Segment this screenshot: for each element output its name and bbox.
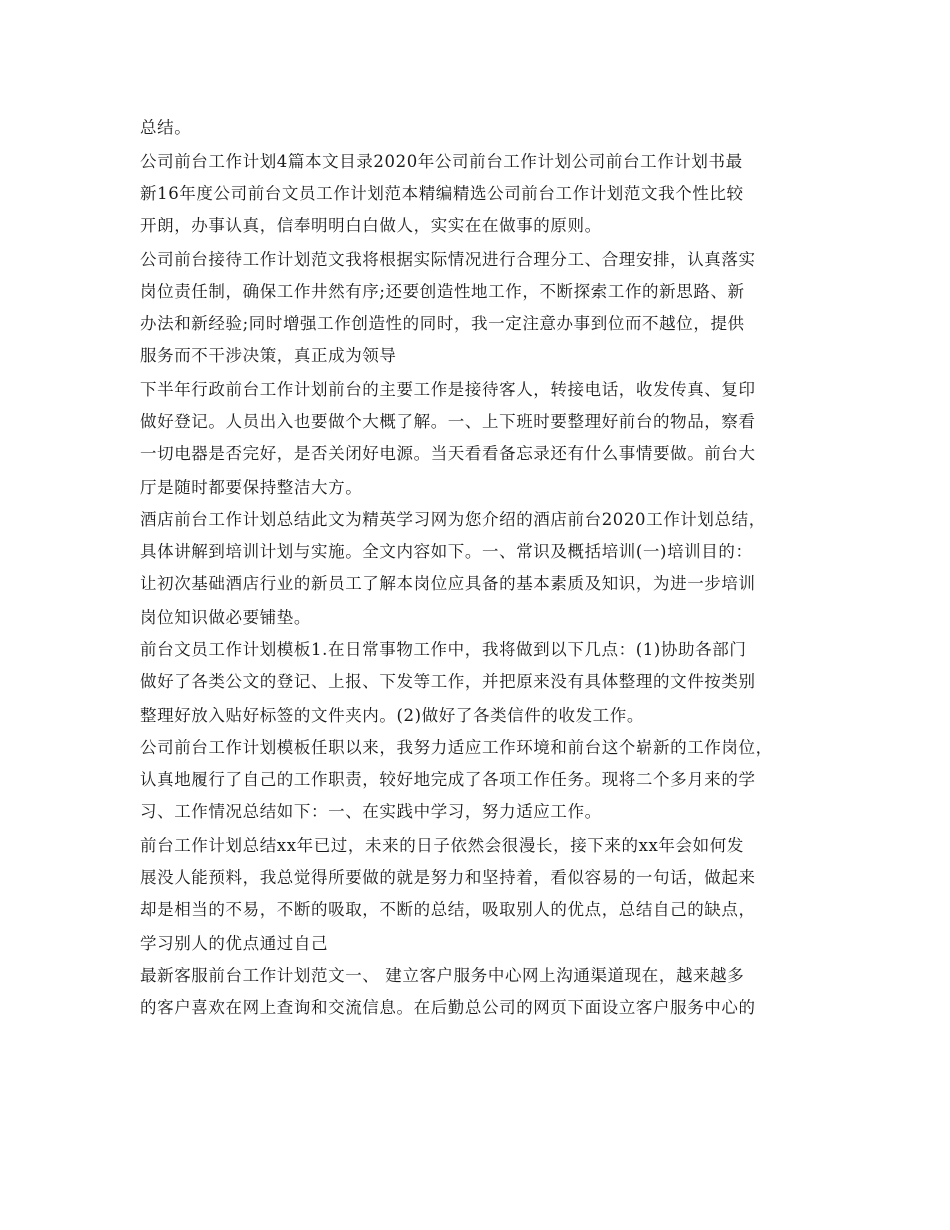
- text-line: 学习别人的优点通过自己: [140, 934, 329, 953]
- text-line: 最新客服前台工作计划范文一、 建立客户服务中心网上沟通渠道现在，越来越多: [140, 966, 745, 985]
- text-line: 前台工作计划总结xx年已过，未来的日子依然会很漫长，接下来的xx年会如何发: [140, 836, 744, 855]
- text-line: 做好了各类公文的登记、上报、下发等工作，并把原来没有具体整理的文件按类别: [140, 672, 756, 691]
- text-line: 公司前台接待工作计划范文我将根据实际情况进行合理分工、合理安排，认真落实: [140, 250, 756, 269]
- text-line: 公司前台工作计划模板任职以来，我努力适应工作环境和前台这个崭新的工作岗位，: [140, 738, 773, 757]
- text-line: 习、工作情况总结如下：一、在实践中学习，努力适应工作。: [140, 802, 602, 821]
- text-line: 做好登记。人员出入也要做个大概了解。一、上下班时要整理好前台的物品，察看: [140, 412, 756, 431]
- text-line: 展没人能预料，我总觉得所要做的就是努力和坚持着，看似容易的一句话，做起来: [140, 868, 756, 887]
- text-line: 却是相当的不易，不断的吸取，不断的总结，吸取别人的优点，总结自己的缺点，: [140, 900, 756, 919]
- text-line: 总结。: [140, 118, 192, 137]
- text-line: 开朗，办事认真，信奉明明白白做人，实实在在做事的原则。: [140, 216, 602, 235]
- text-line: 整理好放入贴好标签的文件夹内。(2)做好了各类信件的收发工作。: [140, 706, 644, 725]
- text-line: 办法和新经验;同时增强工作创造性的同时，我一定注意办事到位而不越位，提供: [140, 314, 745, 333]
- text-line: 酒店前台工作计划总结此文为精英学习网为您介绍的酒店前台2020工作计划总结，: [140, 510, 766, 529]
- text-line: 前台文员工作计划模板1.在日常事物工作中，我将做到以下几点：(1)协助各部门: [140, 640, 747, 659]
- text-line: 具体讲解到培训计划与实施。全文内容如下。一、常识及概括培训(一)培训目的：: [140, 542, 753, 561]
- text-line: 认真地履行了自己的工作职责，较好地完成了各项工作任务。现将二个多月来的学: [140, 770, 756, 789]
- text-line: 公司前台工作计划4篇本文目录2020年公司前台工作计划公司前台工作计划书最: [140, 152, 743, 171]
- text-line: 服务而不干涉决策，真正成为领导: [140, 346, 397, 365]
- text-line: 厅是随时都要保持整洁大方。: [140, 478, 363, 497]
- text-line: 下半年行政前台工作计划前台的主要工作是接待客人，转接电话，收发传真、复印: [140, 380, 756, 399]
- text-line: 的客户喜欢在网上查询和交流信息。在后勤总公司的网页下面设立客户服务中心的: [140, 998, 756, 1017]
- text-line: 岗位知识做必要铺垫。: [140, 608, 311, 627]
- text-line: 让初次基础酒店行业的新员工了解本岗位应具备的基本素质及知识，为进一步培训: [140, 574, 756, 593]
- text-line: 新16年度公司前台文员工作计划范本精编精选公司前台工作计划范文我个性比较: [140, 184, 744, 203]
- text-line: 岗位责任制，确保工作井然有序;还要创造性地工作，不断探索工作的新思路、新: [140, 282, 745, 301]
- text-line: 一切电器是否完好，是否关闭好电源。当天看看备忘录还有什么事情要做。前台大: [140, 444, 756, 463]
